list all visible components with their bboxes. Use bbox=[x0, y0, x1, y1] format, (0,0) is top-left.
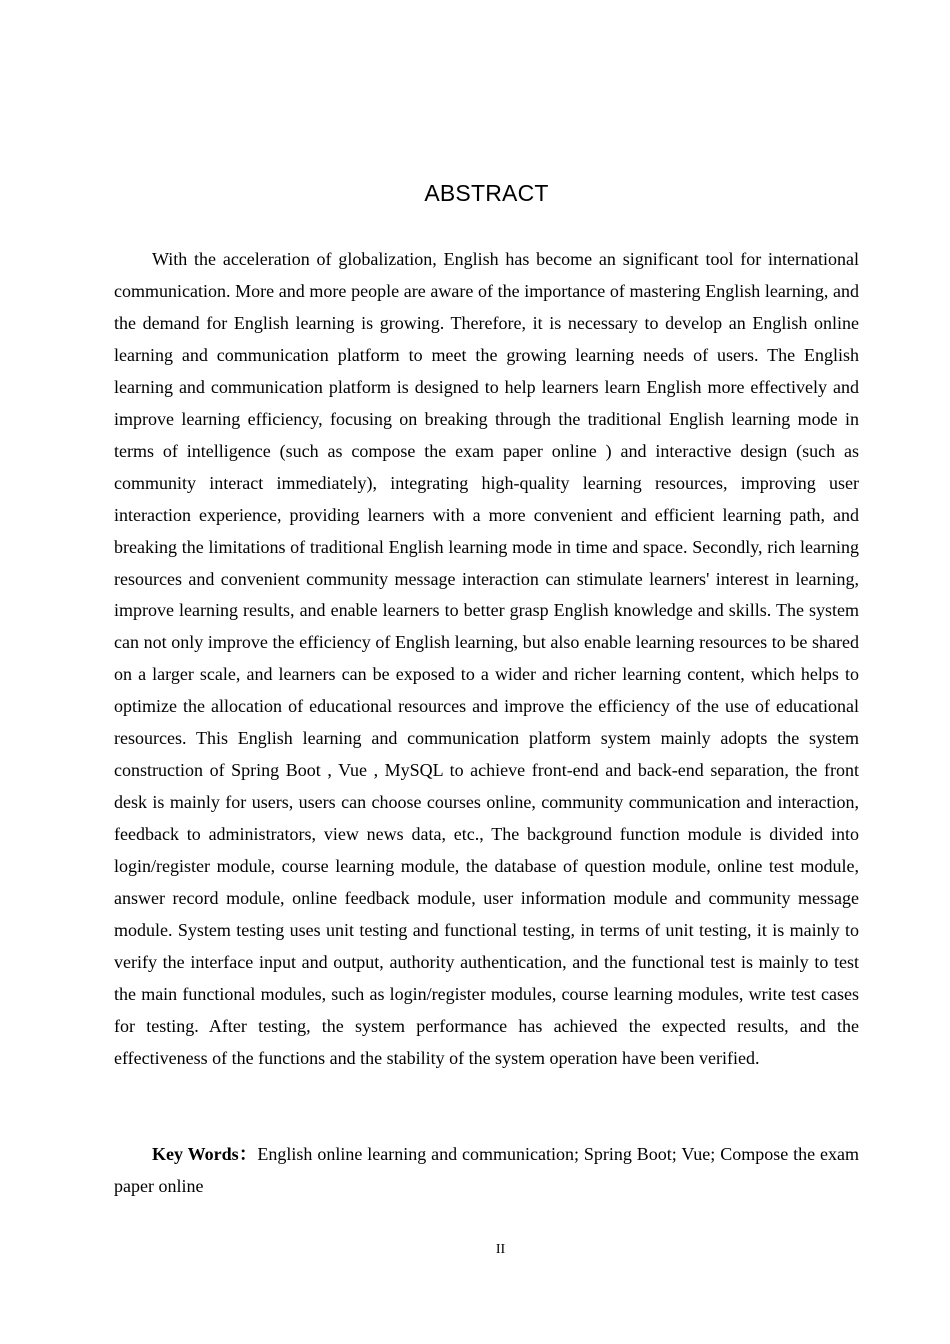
page-number: II bbox=[495, 1242, 506, 1257]
keywords-label: Key Words： bbox=[152, 1144, 258, 1164]
keywords-text: English online learning and communication; Spring Boot; Vue; Compose the exam paper online bbox=[114, 1144, 859, 1196]
abstract-title: ABSTRACT bbox=[424, 180, 549, 206]
abstract-body: With the acceleration of globalization, English has become an significant tool for international communication. More and more people are aware of the importance of mastering English learning, and the demand for English learning is growing. Therefore, it is necessary to develop an English online learning and communication platform to meet the growing learning needs of users. The English learning and communication platform is designed to help learners learn English more effectively and improve learning efficiency, focusing on breaking through the traditional English learning mode in terms of intelligence (such as compose the exam paper online ) and interactive design (such as community interact immediately), integrating high-quality learning resources, improving user interaction experience, providing learners with a more convenient and efficient learning path, and breaking the limitations of traditional English learning mode in time and space. Secondly, rich learning resources and convenient community message interaction can stimulate learners' interest in learning, improve learning results, and enable learners to better grasp English knowledge and skills. The system can not only improve the efficiency of English learning, but also enable learning resources to be shared on a larger scale, and learners can be exposed to a wider and richer learning content, which helps to optimize the allocation of educational resources and improve the efficiency of the use of educational resources. This English learning and communication platform system mainly adopts the system construction of Spring Boot , Vue , MySQL to achieve front-end and back-end separation, the front desk is mainly for users, users can choose courses online, community communication and interaction, feedback to administrators, view news data, etc., The background function module is divided into login/register module, course learning module, the database of question module, online test module, answer record module, online feedback module, user information module and community message module. System testing uses unit testing and functional testing, in terms of unit testing, it is mainly to verify the interface input and output, authority authentication, and the functional test is mainly to test the main functional modules, such as login/register modules, course learning modules, write test cases for testing. After testing, the system performance has achieved the expected results, and the effectiveness of the functions and the stability of the system operation have been verified. bbox=[114, 249, 859, 1068]
keywords-paragraph bbox=[114, 1138, 859, 1202]
